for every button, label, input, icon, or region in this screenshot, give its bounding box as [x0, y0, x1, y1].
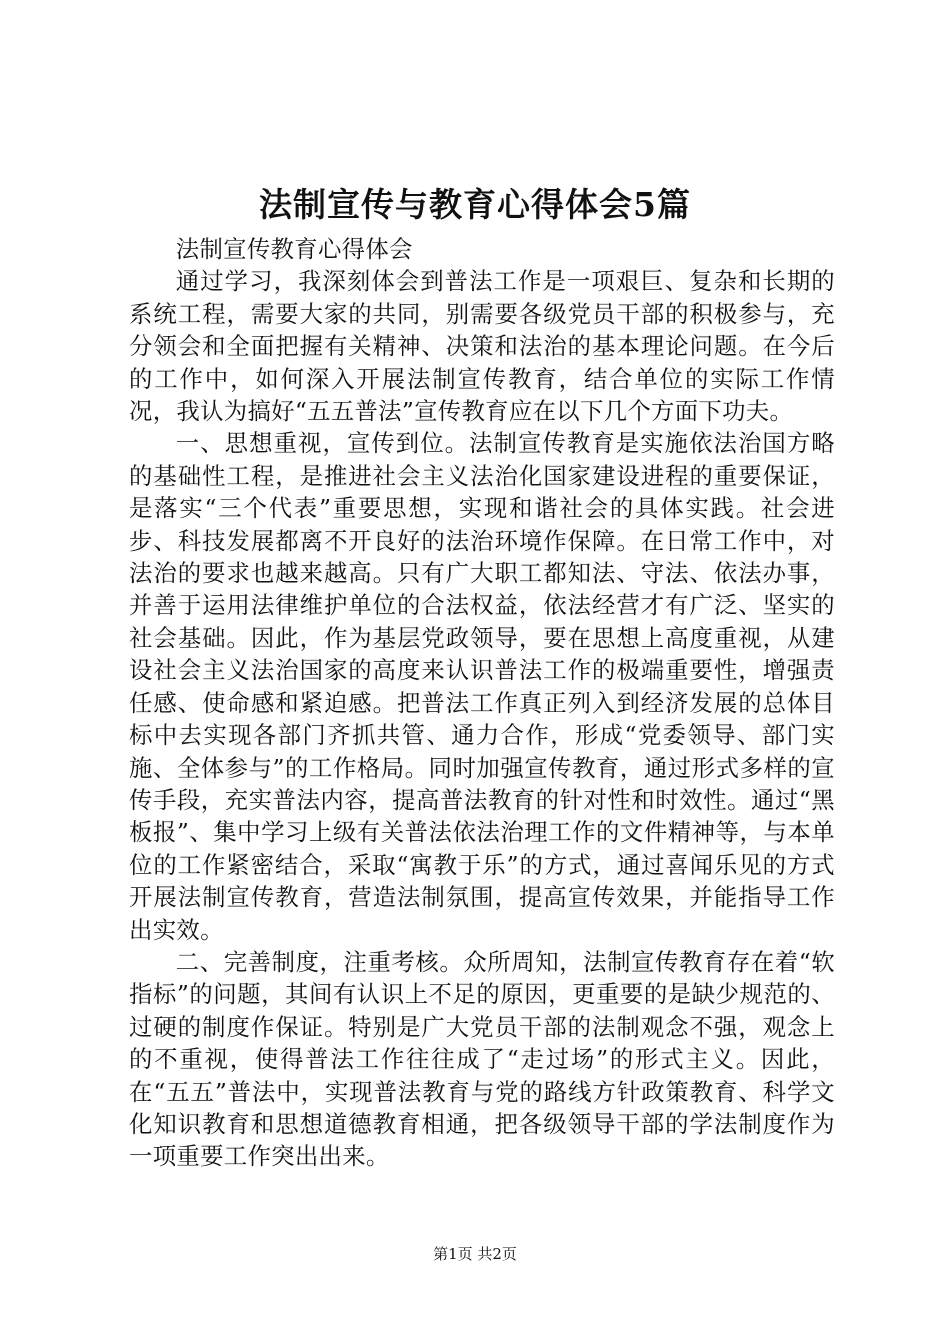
section-heading: 法制宣传教育心得体会 — [175, 235, 413, 263]
paragraph-point-two: 二、完善制度，注重考核。众所周知，法制宣传教育存在着“软指标”的问题，其间有认识上不足的原因，更重要的是缺少规范的、过硬的制度作保证。特别是广大党员干部的法制观念不强，观念上的不重视，使得普法工作往往成了“走过场”的形式主义。因此，在“五五”普法中，实现普法教育与党的路线方针政策教育、科学文化知识教育和思想道德教育相通，把各级领导干部的学法制度作为一项重要工作突出出来。 — [129, 947, 835, 1171]
document-title: 法制宣传与教育心得体会5篇 — [259, 185, 691, 224]
paragraph-point-one: 一、思想重视，宣传到位。法制宣传教育是实施依法治国方略的基础性工程，是推进社会主义法治化国家建设进程的重要保证，是落实“三个代表”重要思想，实现和谐社会的具体实践。社会进步、科技发展都离不开良好的法治环境作保障。在日常工作中，对法治的要求也越来越高。只有广大职工都知法、守法、依法办事，并善于运用法律维护单位的合法权益，依法经营才有广泛、坚实的社会基础。因此，作为基层党政领导，要在思想上高度重视，从建设社会主义法治国家的高度来认识普法工作的极端重要性，增强责任感、使命感和紧迫感。把普法工作真正列入到经济发展的总体目标中去实现各部门齐抓共管、通力合作，形成“党委领导、部门实施、全体参与”的工作格局。同时加强宣传教育，通过形式多样的宣传手段，充实普法内容，提高普法教育的针对性和时效性。通过“黑板报”、集中学习上级有关普法依法治理工作的文件精神等，与本单位的工作紧密结合，采取“寓教于乐”的方式，通过喜闻乐见的方式开展法制宣传教育，营造法制氛围，提高宣传效果，并能指导工作出实效。 — [129, 429, 835, 944]
paragraph-intro: 通过学习，我深刻体会到普法工作是一项艰巨、复杂和长期的系统工程，需要大家的共同，别需要各级党员干部的积极参与，充分领会和全面把握有关精神、决策和法治的基本理论问题。在今后的工作中，如何深入开展法制宣传教育，结合单位的实际工作情况，我认为搞好“五五普法”宣传教育应在以下几个方面下功夫。 — [129, 267, 835, 426]
page-number-footer: 第1页 共2页 — [433, 1245, 517, 1263]
document-body — [129, 233, 835, 1173]
